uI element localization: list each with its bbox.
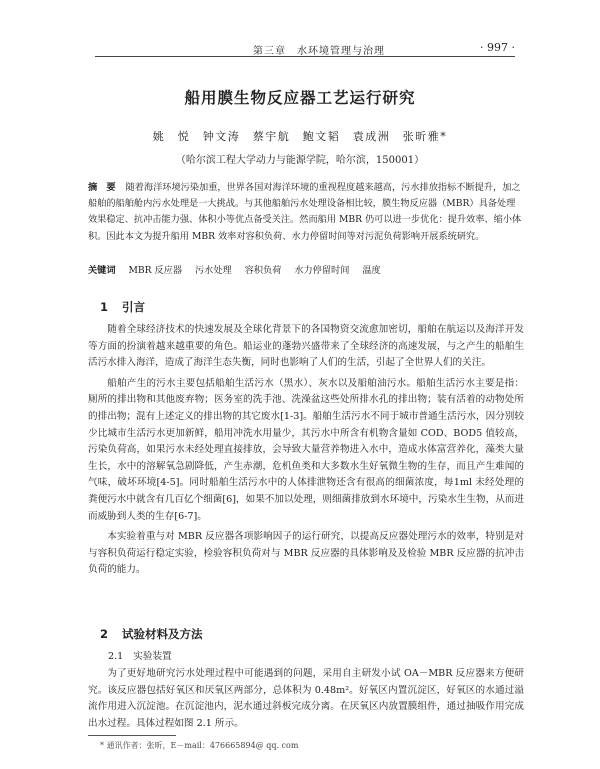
section-heading (100, 299, 145, 315)
section-body (88, 322, 524, 583)
keywords (88, 262, 522, 276)
keywords-label: 关键词 (88, 265, 116, 276)
page-number: · 997 · (480, 41, 515, 54)
paragraph: 本实验着重与对 MBR 反应器各项影响因子的运行研究，以提高反应器处理污水的效率，特别是对与容积负荷运行稳定实验，检验容积负荷对与 MBR 反应器的具体影响及及检验 MBR 反应器的抗冲击负荷的能力。 (88, 531, 524, 576)
section-title: 引言 (122, 300, 146, 314)
keyword: 水力停留时间 (294, 265, 350, 276)
keyword: 污水处理 (194, 265, 232, 276)
abstract (88, 180, 522, 245)
paragraph: 随着全球经济技术的快速发展及全球化背景下的各国物资交流愈加密切，船舶在航运以及海洋开发等方面的扮演着越来越重要的角色。船运业的蓬勃兴盛带来了全球经济的高速发展，与之产生的船舶生活污水排入海洋，造成了海洋生态失衡，同时也影响了人们的生活，引起了全世界人们的关注。 (88, 324, 524, 369)
author-list: 姚 悦 钟文涛 蔡宇航 鲍文韬 袁成洲 张昕雅* (152, 130, 448, 143)
abstract-text: 随着海洋环境污染加重，世界各国对海洋环境的重视程度越来越高，污水排放指标不断提升，加之船舶的船舶舱内污水处理是一大挑战。与其他船舶污水处理设备相比较，膜生物反应器（MBR）具备处理效果稳定、抗冲击能力强、体积小等优点备受关注。然而船用 MBR 仍可以进一步优化：提升效率、缩小体积。因此本文为提升船用 MBR 效率对容积负荷、水力停留时间等对污泥负荷影响开展系统研究。 (88, 182, 522, 242)
footnote: * 通讯作者：张昕，E－mail：476665894@ qq. com (100, 741, 299, 750)
section-heading (100, 626, 203, 642)
keyword: 温度 (362, 265, 381, 276)
running-head-chapter: 第三章 水环境管理与治理 (253, 46, 385, 57)
subsection-heading (108, 648, 172, 662)
section-title: 试验材料及方法 (122, 627, 203, 641)
section-number: 1 (100, 300, 109, 314)
footnote-divider (88, 735, 176, 736)
section-number: 2 (100, 627, 109, 641)
keyword: MBR 反应器 (128, 265, 183, 276)
affiliation: （哈尔滨工程大学动力与能源学院，哈尔滨，150001） (175, 155, 425, 166)
subsection-number: 2.1 (108, 651, 124, 662)
paragraph: 船舶产生的污水主要包括船舶生活污水（黑水）、灰水以及船舶油污水。船舶生活污水主要是指：厕所的排出物和其他废弃物；医务室的洗手池、洗澡盆这些处所排水孔的排出物；装有活着的动物处所的排出物；混有上述定义的排出物的其它废水[1-3]。船舶生活污水不同于城市普通生活污水，因分别较少比城市生活污水更加新鲜，船用冲洗水用量少，其污水中所含有机物含量如 COD、BOD5 值较高，污染负荷高，如果污水未经处理直接排放，会导致大量营养物进入水中，造成水体富营养化，藻类大量生长，水中的溶解氧急剧降低，产生赤潮，危机鱼类和大多数水生好氧微生物的生存，而且产生难闻的气味，破坏环境[4-5]。同时船舶生活污水中的人体排泄物还含有很高的细菌浓度，每1ml 未经处理的粪便污水中就含有几百亿个细菌[6]，如果不加以处理，则细菌排放到水环境中，污染水生生物，从而进而威胁到人类的生存[6-7]。 (88, 377, 524, 522)
keyword: 容积负荷 (244, 265, 282, 276)
section-body (88, 666, 524, 736)
abstract-label: 摘 要 (88, 182, 116, 193)
paper-title: 船用膜生物反应器工艺运行研究 (184, 89, 416, 107)
subsection-title: 实验装置 (133, 651, 172, 662)
running-head (95, 40, 515, 57)
paragraph: 为了更好地研究污水处理过程中可能遇到的问题，采用自主研发小试 OA－MBR 反应器来方便研究。该反应器包括好氧区和厌氧区两部分，总体积为 0.48m²。好氧区内置沉淀区，好氧区的水通过溢流作用进入沉淀池。在沉淀池内，泥水通过斜板完成分离。在厌氧区内放置膜组件，通过抽吸作用完成出水过程。具体过程如图 2.1 所示。 (88, 668, 524, 729)
